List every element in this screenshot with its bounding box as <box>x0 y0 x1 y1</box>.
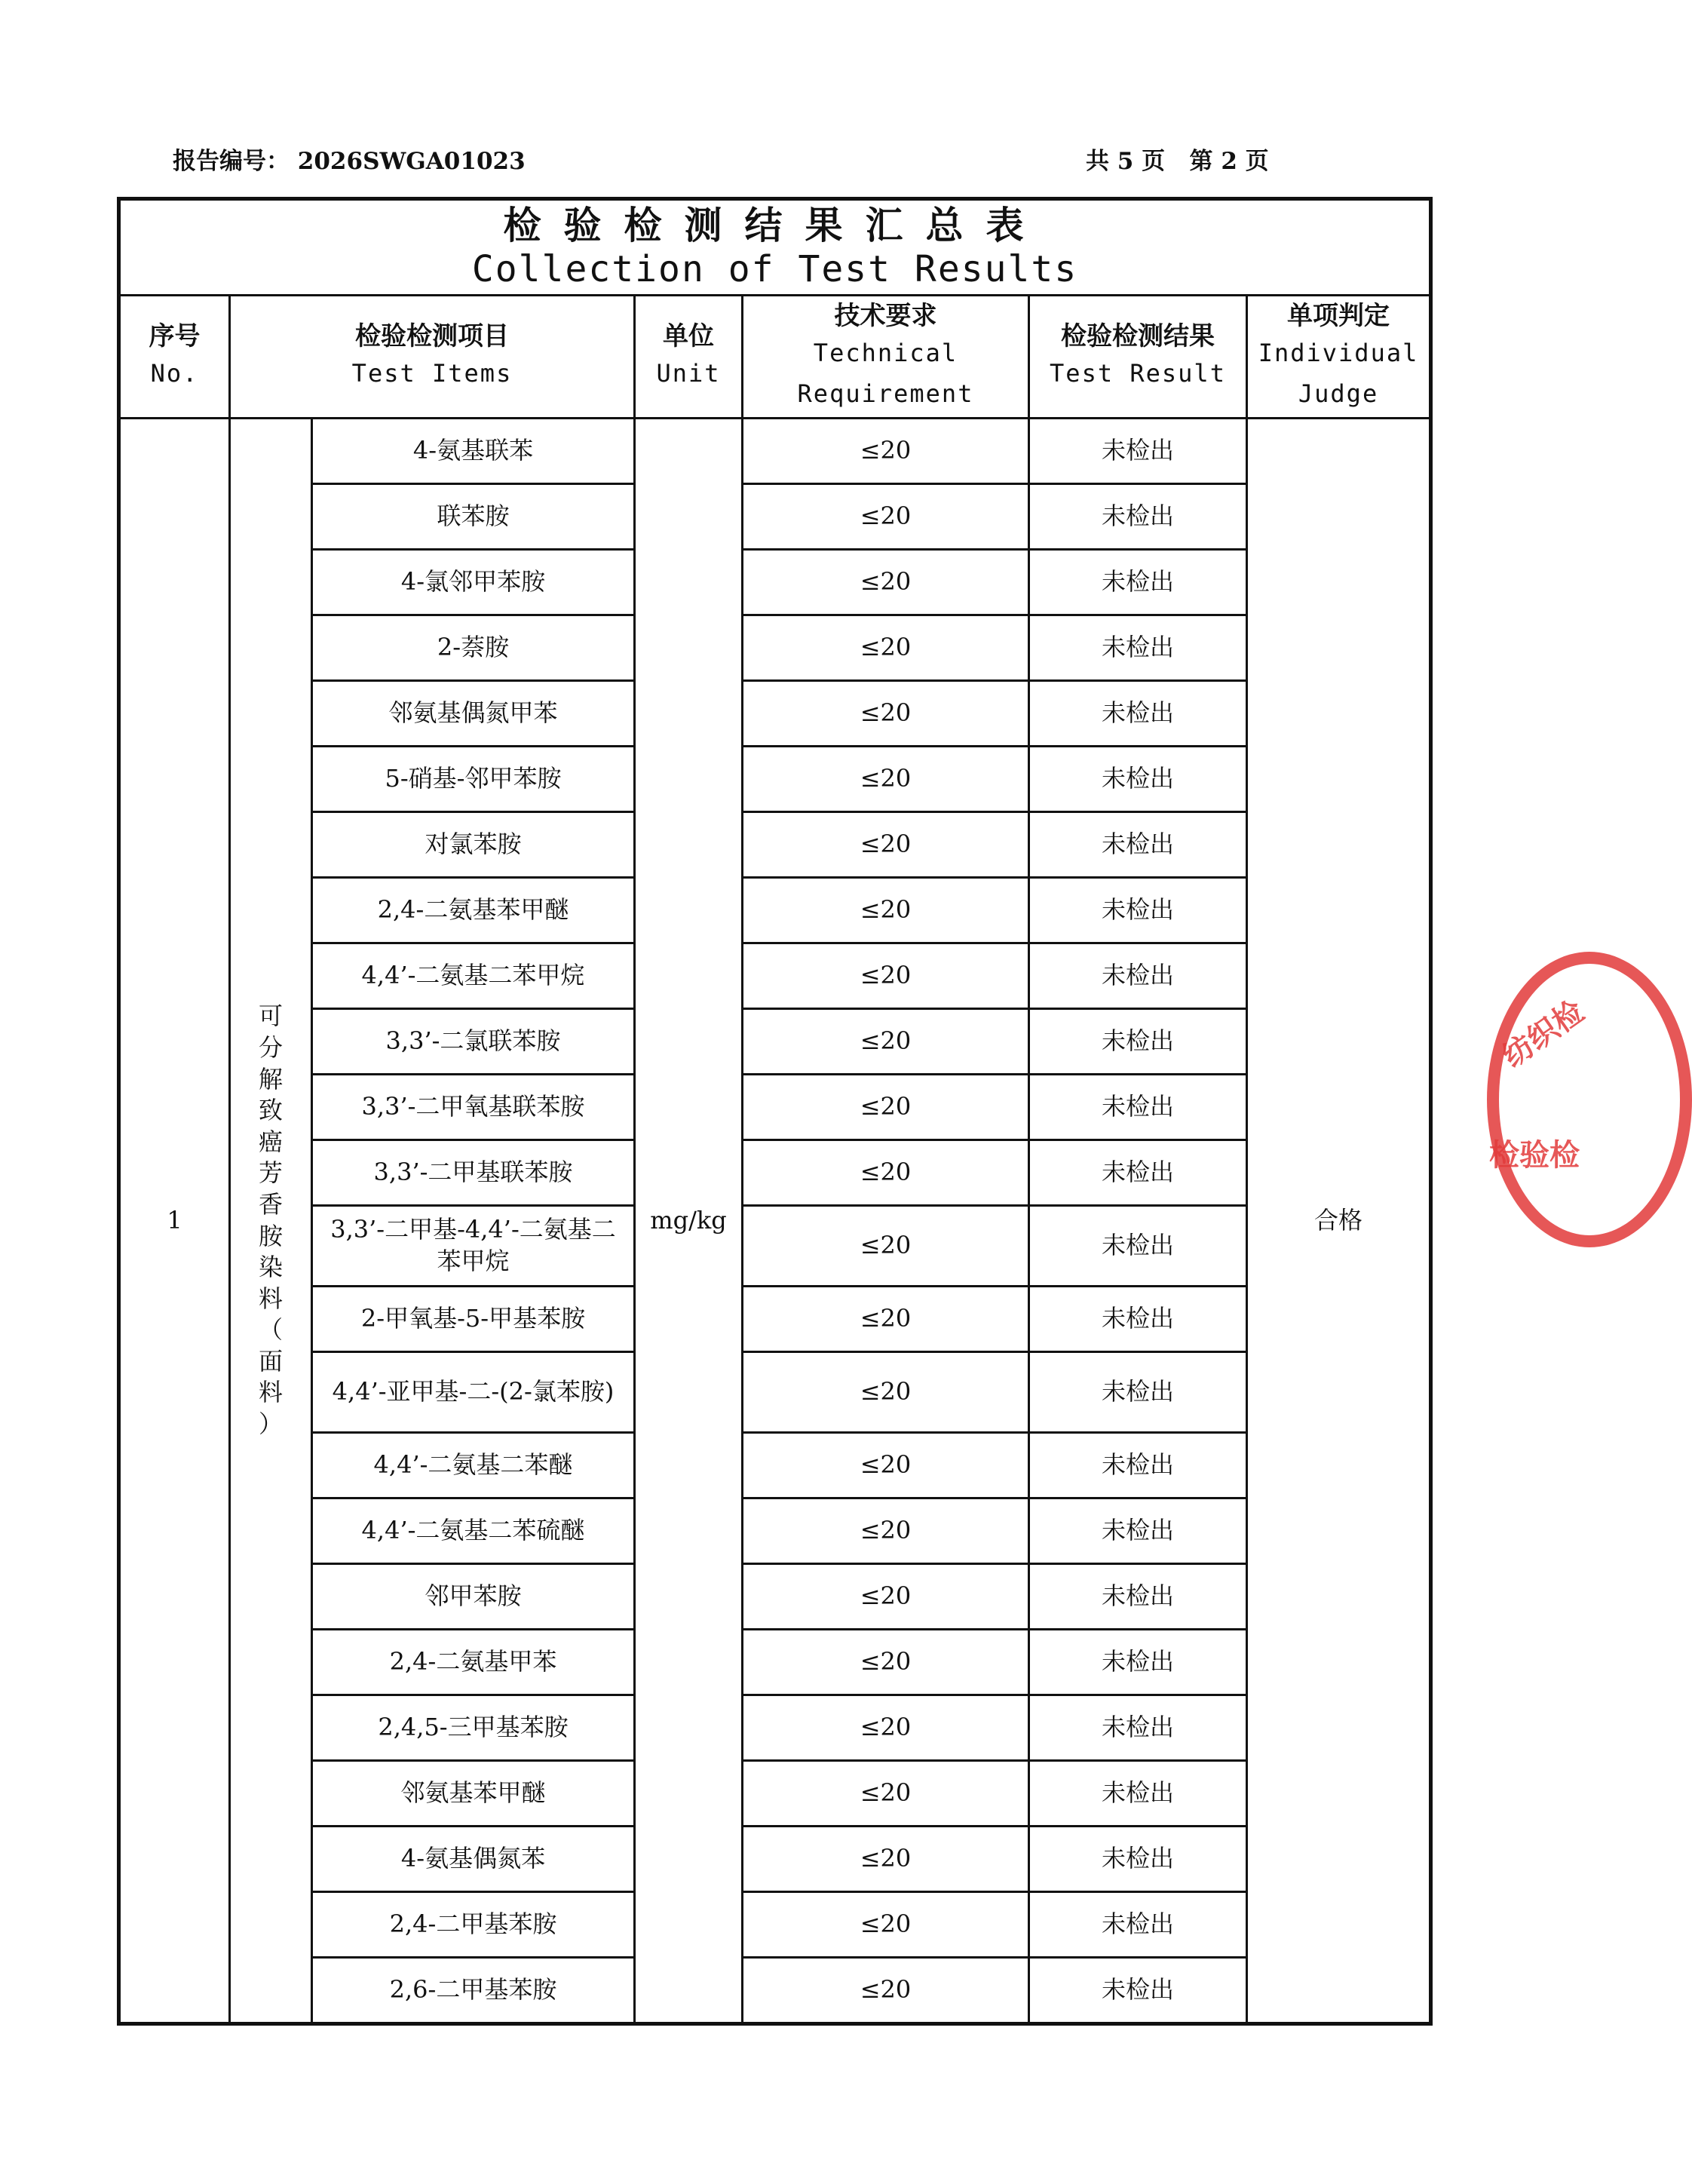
requirement-value: ≤20 <box>743 1761 1029 1827</box>
table-row <box>119 1630 1431 1695</box>
result-value: 未检出 <box>1029 1075 1247 1140</box>
col-result-cn: 检验检测结果 <box>1061 321 1215 351</box>
table-row <box>119 1433 1431 1498</box>
test-item: 4,4’-二氨基二苯硫醚 <box>312 1498 635 1564</box>
table-row <box>119 1827 1431 1892</box>
col-result <box>1029 296 1247 419</box>
col-judge-en1: Individual <box>1258 338 1419 367</box>
requirement-value: ≤20 <box>743 1140 1029 1206</box>
test-item: 3,3’-二甲氧基联苯胺 <box>312 1075 635 1140</box>
group-category: 可 分 解 致 癌 芳 香 胺 染 料 （ 面 料 ） <box>230 419 312 2024</box>
result-value: 未检出 <box>1029 1630 1247 1695</box>
result-value: 未检出 <box>1029 1761 1247 1827</box>
result-value: 未检出 <box>1029 1009 1247 1075</box>
result-value: 未检出 <box>1029 1140 1247 1206</box>
test-item: 4-氨基偶氮苯 <box>312 1827 635 1892</box>
test-item: 2-甲氧基-5-甲基苯胺 <box>312 1287 635 1352</box>
table-row <box>119 812 1431 878</box>
col-judge-en2: Judge <box>1298 379 1379 409</box>
test-item: 4,4’-二氨基二苯醚 <box>312 1433 635 1498</box>
table-row <box>119 1892 1431 1958</box>
result-value: 未检出 <box>1029 681 1247 747</box>
table-row <box>119 1695 1431 1761</box>
test-item: 2,4-二氨基苯甲醚 <box>312 878 635 943</box>
test-item: 2,6-二甲基苯胺 <box>312 1958 635 2024</box>
requirement-value: ≤20 <box>743 1958 1029 2024</box>
result-value: 未检出 <box>1029 1695 1247 1761</box>
requirement-value: ≤20 <box>743 878 1029 943</box>
table-row <box>119 1761 1431 1827</box>
requirement-value: ≤20 <box>743 1892 1029 1958</box>
test-item: 2,4-二甲基苯胺 <box>312 1892 635 1958</box>
requirement-value: ≤20 <box>743 1827 1029 1892</box>
test-item: 邻甲苯胺 <box>312 1564 635 1630</box>
result-value: 未检出 <box>1029 943 1247 1009</box>
test-item: 3,3’-二氯联苯胺 <box>312 1009 635 1075</box>
group-judge: 合格 <box>1247 419 1431 2024</box>
result-value: 未检出 <box>1029 419 1247 484</box>
result-value: 未检出 <box>1029 1287 1247 1352</box>
result-value: 未检出 <box>1029 1892 1247 1958</box>
col-no <box>119 296 230 419</box>
requirement-value: ≤20 <box>743 1498 1029 1564</box>
stamp-text-lower: 检验检 <box>1489 1137 1580 1173</box>
col-unit-en: Unit <box>656 358 721 388</box>
table-row <box>119 1564 1431 1630</box>
test-item: 2,4-二氨基甲苯 <box>312 1630 635 1695</box>
result-value: 未检出 <box>1029 484 1247 550</box>
col-req-en1: Technical <box>813 338 958 367</box>
results-table <box>117 197 1433 2026</box>
table-row <box>119 484 1431 550</box>
test-item: 5-硝基-邻甲苯胺 <box>312 747 635 812</box>
table-row <box>119 1009 1431 1075</box>
requirement-value: ≤20 <box>743 1206 1029 1287</box>
result-value: 未检出 <box>1029 1433 1247 1498</box>
table-row <box>119 943 1431 1009</box>
result-value: 未检出 <box>1029 747 1247 812</box>
col-items <box>230 296 635 419</box>
requirement-value: ≤20 <box>743 550 1029 615</box>
requirement-value: ≤20 <box>743 747 1029 812</box>
result-value: 未检出 <box>1029 1827 1247 1892</box>
requirement-value: ≤20 <box>743 484 1029 550</box>
col-items-en: Test Items <box>351 358 513 388</box>
column-header-row <box>119 296 1431 419</box>
table-row <box>119 1498 1431 1564</box>
requirement-value: ≤20 <box>743 1075 1029 1140</box>
test-item: 4-氨基联苯 <box>312 419 635 484</box>
test-item: 2,4,5-三甲基苯胺 <box>312 1695 635 1761</box>
table-title <box>119 199 1431 296</box>
group-unit: mg/kg <box>635 419 743 2024</box>
requirement-value: ≤20 <box>743 1352 1029 1433</box>
col-judge-cn: 单项判定 <box>1287 300 1390 331</box>
result-value: 未检出 <box>1029 1958 1247 2024</box>
requirement-value: ≤20 <box>743 681 1029 747</box>
result-value: 未检出 <box>1029 1498 1247 1564</box>
test-item: 4-氯邻甲苯胺 <box>312 550 635 615</box>
table-row <box>119 419 1431 484</box>
table-row <box>119 615 1431 681</box>
test-item: 对氯苯胺 <box>312 812 635 878</box>
test-item: 联苯胺 <box>312 484 635 550</box>
page-info: 共 5 页 第 2 页 <box>1086 148 1269 175</box>
result-value: 未检出 <box>1029 1564 1247 1630</box>
group-number: 1 <box>119 419 230 2024</box>
report-number: 报告编号： 2026SWGA01023 <box>173 148 526 175</box>
result-value: 未检出 <box>1029 550 1247 615</box>
table-row <box>119 1287 1431 1352</box>
test-item: 邻氨基苯甲醚 <box>312 1761 635 1827</box>
col-req-en2: Requirement <box>797 379 974 409</box>
table-row <box>119 1140 1431 1206</box>
table-row <box>119 1206 1431 1287</box>
results-body <box>119 419 1431 2024</box>
test-item: 4,4’-二氨基二苯甲烷 <box>312 943 635 1009</box>
table-row <box>119 747 1431 812</box>
test-item: 3,3’-二甲基-4,4’-二氨基二苯甲烷 <box>312 1206 635 1287</box>
requirement-value: ≤20 <box>743 943 1029 1009</box>
test-item: 2-萘胺 <box>312 615 635 681</box>
requirement-value: ≤20 <box>743 419 1029 484</box>
test-item: 3,3’-二甲基联苯胺 <box>312 1140 635 1206</box>
requirement-value: ≤20 <box>743 1433 1029 1498</box>
official-stamp <box>1487 952 1692 1247</box>
requirement-value: ≤20 <box>743 1630 1029 1695</box>
table-row <box>119 1075 1431 1140</box>
requirement-value: ≤20 <box>743 1287 1029 1352</box>
col-no-cn: 序号 <box>149 321 201 351</box>
title-cn: 检验检测结果汇总表 <box>503 203 1047 248</box>
result-value: 未检出 <box>1029 1206 1247 1287</box>
col-result-en: Test Result <box>1050 358 1226 388</box>
test-item: 邻氨基偶氮甲苯 <box>312 681 635 747</box>
result-value: 未检出 <box>1029 615 1247 681</box>
col-requirement <box>743 296 1029 419</box>
col-unit-cn: 单位 <box>663 321 714 351</box>
table-row <box>119 878 1431 943</box>
stamp-text: 纺织检 <box>1496 993 1591 1075</box>
requirement-value: ≤20 <box>743 1564 1029 1630</box>
requirement-value: ≤20 <box>743 1009 1029 1075</box>
requirement-value: ≤20 <box>743 615 1029 681</box>
col-judge <box>1247 296 1431 419</box>
col-no-en: No. <box>150 358 199 388</box>
result-value: 未检出 <box>1029 1352 1247 1433</box>
result-value: 未检出 <box>1029 878 1247 943</box>
table-row <box>119 681 1431 747</box>
test-item: 4,4’-亚甲基-二-(2-氯苯胺) <box>312 1352 635 1433</box>
title-row <box>119 199 1431 296</box>
col-items-cn: 检验检测项目 <box>355 321 509 351</box>
table-row <box>119 1958 1431 2024</box>
col-unit <box>635 296 743 419</box>
requirement-value: ≤20 <box>743 812 1029 878</box>
requirement-value: ≤20 <box>743 1695 1029 1761</box>
result-value: 未检出 <box>1029 812 1247 878</box>
title-en: Collection of Test Results <box>471 248 1078 291</box>
table-row <box>119 1352 1431 1433</box>
col-req-cn: 技术要求 <box>834 300 937 331</box>
table-row <box>119 550 1431 615</box>
